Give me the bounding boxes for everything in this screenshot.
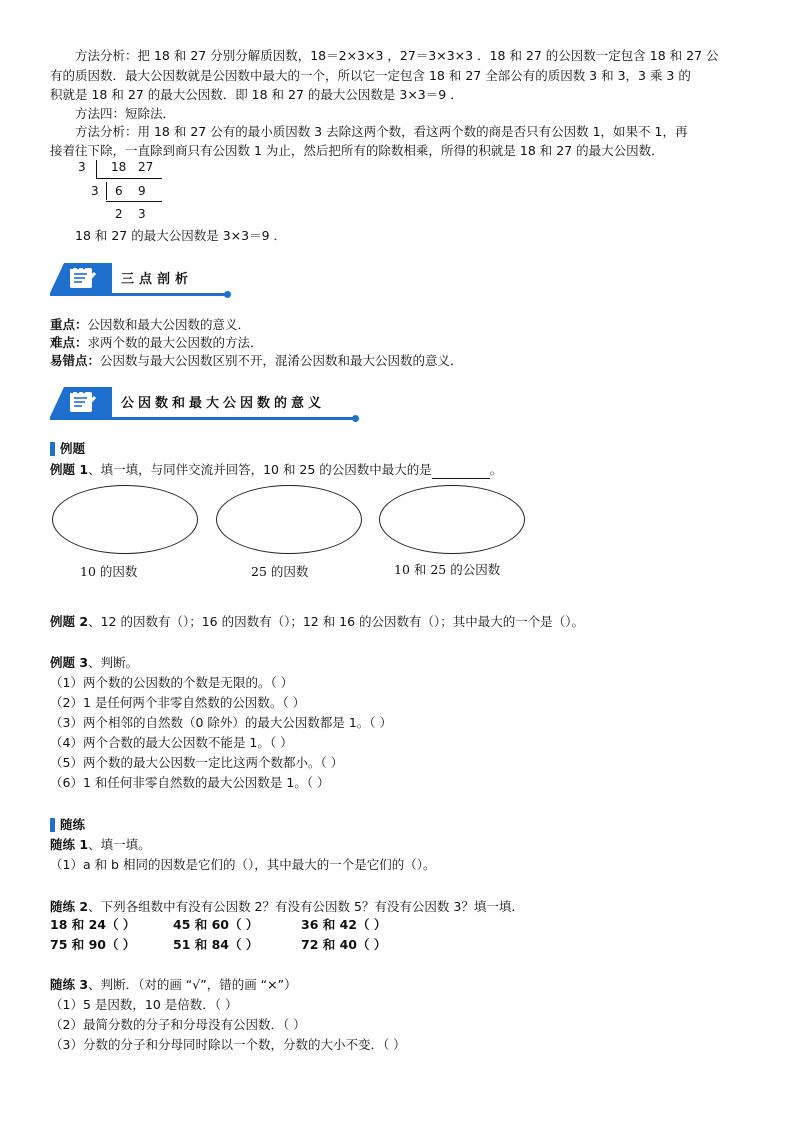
practice-3-text: 、判断．（对的画 “√”，错的画 “×”） <box>88 977 297 992</box>
example-3-label: 例题 3 <box>50 655 89 670</box>
answer-blank[interactable] <box>432 466 490 479</box>
practice-2 <box>50 898 524 916</box>
practice-2-text: 、下列各组数中有没有公因数 2？有没有公因数 5？有没有公因数 3？填一填． <box>88 899 524 914</box>
example-1-end: 。 <box>489 462 503 477</box>
number-pair: 72 和 40（ ） <box>301 937 387 952</box>
difficult-point-text: 求两个数的最大公因数的方法． <box>87 335 263 350</box>
examples-heading: 例题 <box>60 441 86 456</box>
number-6: 6 <box>115 184 123 198</box>
quotient-2: 2 <box>115 207 123 221</box>
divisor-1: 3 <box>78 160 86 174</box>
example-1-text: 、填一填，与同伴交流并回答，10 和 25 的公因数中最大的是 <box>88 462 432 477</box>
intro-line-6: 接着往下除，一直除到商只有公因数 1 为止，然后把所有的除数相乘，所得的积就是 18 和 27 的最大公因数． <box>50 143 664 158</box>
division-line-1 <box>96 178 162 179</box>
number-9: 9 <box>138 184 146 198</box>
ellipse-factors-10[interactable] <box>52 485 198 554</box>
method-four-title: 方法四：短除法． <box>75 106 176 121</box>
error-point-label: 易错点： <box>50 353 101 368</box>
example-2-label: 例题 2 <box>50 614 89 629</box>
ellipse-common-factors[interactable] <box>379 485 525 554</box>
judge-item: （1）两个数的公因数的个数是无限的。（ ） <box>50 675 294 690</box>
number-pair: 51 和 84（ ） <box>173 937 259 952</box>
example-1 <box>50 461 502 479</box>
practice-1-label: 随练 1 <box>50 837 89 852</box>
practice-heading: 随练 <box>60 817 86 832</box>
judge-item: （1）5 是因数，10 是倍数．（ ） <box>50 997 238 1012</box>
notepad-icon <box>50 387 112 417</box>
number-pair: 75 和 90（ ） <box>50 937 136 952</box>
practice-1 <box>50 836 151 854</box>
subheading-marker <box>50 818 55 832</box>
practice-1-item: （1）a 和 b 相同的因数是它们的（），其中最大的一个是它们的（）。 <box>50 857 436 872</box>
example-3-text: 、判断。 <box>88 655 139 670</box>
section-title-analysis: 三点剖析 <box>121 272 194 287</box>
number-18: 18 <box>111 160 127 174</box>
practice-2-label: 随练 2 <box>50 899 89 914</box>
section-title-meaning: 公因数和最大公因数的意义 <box>121 396 326 411</box>
intro-line-5: 方法分析：用 18 和 27 公有的最小质因数 3 去除这两个数，看这两个数的商是否只有公因数 1，如果不 1，再 <box>75 124 688 139</box>
error-point-text: 公因数与最大公因数区别不开，混淆公因数和最大公因数的意义． <box>100 353 463 368</box>
ellipse-label-25: 25 的因数 <box>251 564 309 579</box>
underline-dot <box>352 415 359 422</box>
ellipse-label-10: 10 的因数 <box>80 564 138 579</box>
intro-line-1: 方法分析：把 18 和 27 分别分解质因数，18＝2×3×3 ，27＝3×3×3 ．18 和 27 的公因数一定包含 18 和 27 公 <box>75 48 719 63</box>
division-bar-1 <box>96 160 97 178</box>
example-3 <box>50 654 138 672</box>
gcd-conclusion: 18 和 27 的最大公因数是 3×3＝9 ． <box>75 228 287 243</box>
key-point-text: 公因数和最大公因数的意义． <box>87 317 251 332</box>
difficult-point <box>50 334 263 352</box>
section-underline <box>50 417 355 420</box>
key-point <box>50 316 250 334</box>
example-1-label: 例题 1 <box>50 462 89 477</box>
division-line-2 <box>106 201 162 202</box>
judge-item: （3）分数的分子和分母同时除以一个数，分数的大小不变．（ ） <box>50 1037 406 1052</box>
intro-line-2: 有的质因数．最大公因数就是公因数中最大的一个，所以它一定包含 18 和 27 全部公有的质因数 3 和 3，3 乘 3 的 <box>50 68 691 83</box>
number-27: 27 <box>138 160 154 174</box>
notepad-icon <box>50 263 112 293</box>
judge-item: （5）两个数的最大公因数一定比这两个数都小。（ ） <box>50 755 344 770</box>
judge-item: （6）1 和任何非零自然数的最大公因数是 1。（ ） <box>50 775 330 790</box>
number-pair: 45 和 60（ ） <box>173 917 259 932</box>
key-point-label: 重点： <box>50 317 88 332</box>
judge-item: （4）两个合数的最大公因数不能是 1。（ ） <box>50 735 293 750</box>
division-bar-2 <box>106 182 107 200</box>
number-pair: 18 和 24（ ） <box>50 917 136 932</box>
subheading-marker <box>50 442 55 456</box>
practice-1-text: 、填一填。 <box>88 837 151 852</box>
ellipse-label-common: 10 和 25 的公因数 <box>394 562 501 577</box>
quotient-3: 3 <box>138 207 146 221</box>
judge-item: （3）两个相邻的自然数（0 除外）的最大公因数都是 1。（ ） <box>50 715 393 730</box>
section-underline <box>50 293 227 296</box>
ellipse-factors-25[interactable] <box>216 485 362 554</box>
underline-dot <box>224 291 231 298</box>
example-2-text: 、12 的因数有（）；16 的因数有（）；12 和 16 的公因数有（）；其中最大的一个是（）。 <box>88 614 585 629</box>
practice-3 <box>50 976 297 994</box>
practice-3-label: 随练 3 <box>50 977 89 992</box>
judge-item: （2）1 是任何两个非零自然数的公因数。（ ） <box>50 695 306 710</box>
number-pair: 36 和 42（ ） <box>301 917 387 932</box>
error-point <box>50 352 463 370</box>
intro-line-3: 积就是 18 和 27 的最大公因数．即 18 和 27 的最大公因数是 3×3＝9 ． <box>50 87 463 102</box>
example-2 <box>50 613 584 631</box>
judge-item: （2）最简分数的分子和分母没有公因数．（ ） <box>50 1017 306 1032</box>
difficult-point-label: 难点： <box>50 335 88 350</box>
divisor-2: 3 <box>91 184 99 198</box>
